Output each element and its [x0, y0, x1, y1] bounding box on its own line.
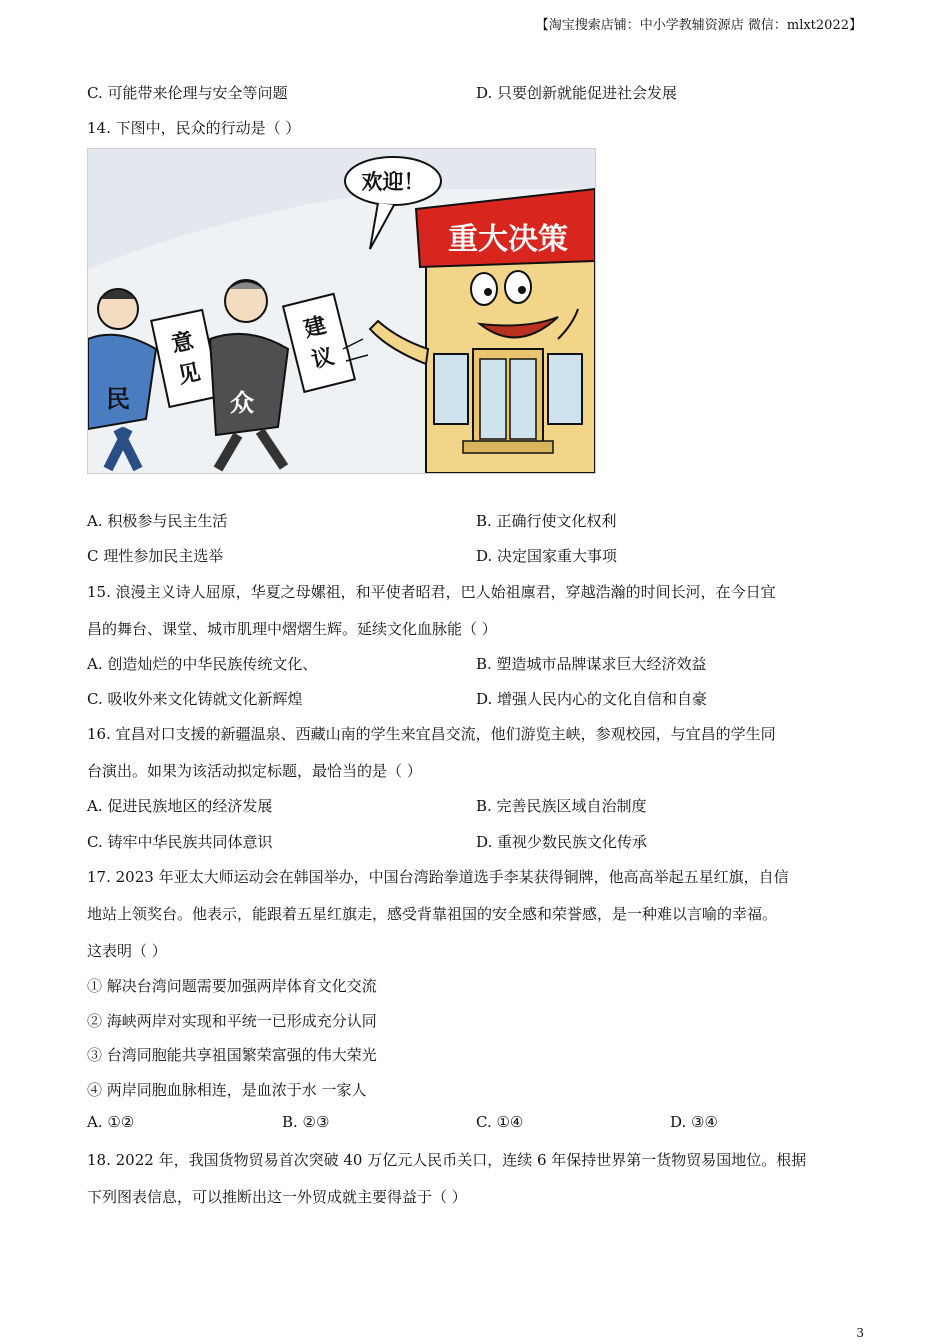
q16-option-a[interactable]: A. 促进民族地区的经济发展	[87, 797, 273, 815]
person-left-char: 民	[106, 385, 130, 413]
q15-option-d[interactable]: D. 增强人民内心的文化自信和自豪	[476, 690, 708, 708]
q14-stem: 14. 下图中，民众的行动是（ ）	[87, 119, 301, 137]
paper-left-line1: 意	[169, 328, 196, 358]
q17-stem-line1: 17. 2023 年亚太大师运动会在韩国举办，中国台湾跆拳道选手李某获得铜牌，他高高举起五星红旗，自信	[87, 868, 789, 886]
q13-option-d[interactable]: D. 只要创新就能促进社会发展	[476, 84, 678, 102]
q14-option-a[interactable]: A. 积极参与民主生活	[87, 512, 228, 530]
q17-option-a[interactable]: A. ①②	[87, 1113, 135, 1131]
q18-stem-line2: 下列图表信息，可以推断出这一外贸成就主要得益于（ ）	[87, 1188, 467, 1206]
paper-right-line2: 议	[309, 344, 337, 374]
q15-option-a[interactable]: A. 创造灿烂的中华民族传统文化、	[87, 655, 318, 673]
q17-statement-4: ④ 两岸同胞血脉相连，是血浓于水 一家人	[87, 1081, 367, 1099]
person-right-char: 众	[230, 389, 254, 417]
q14-option-b[interactable]: B. 正确行使文化权利	[476, 512, 617, 530]
q17-stem-line3: 这表明（ ）	[87, 942, 167, 960]
q14-option-c[interactable]: C 理性参加民主选举	[87, 547, 224, 565]
page-number: 3	[856, 1326, 864, 1340]
q16-option-d[interactable]: D. 重视少数民族文化传承	[476, 833, 648, 851]
q16-option-c[interactable]: C. 铸牢中华民族共同体意识	[87, 833, 273, 851]
q15-stem-line1: 15. 浪漫主义诗人屈原，华夏之母嫘祖，和平使者昭君，巴人始祖廪君，穿越浩瀚的时间长河，在今日宜	[87, 583, 776, 601]
q17-option-c[interactable]: C. ①④	[476, 1113, 524, 1131]
q16-option-b[interactable]: B. 完善民族区域自治制度	[476, 797, 647, 815]
q13-option-c[interactable]: C. 可能带来伦理与安全等问题	[87, 84, 288, 102]
q15-stem-line2: 昌的舞台、课堂、城市肌理中熠熠生辉。延续文化血脉能（ ）	[87, 620, 497, 638]
q14-option-d[interactable]: D. 决定国家重大事项	[476, 547, 618, 565]
page-header: 【淘宝搜索店铺：中小学教辅资源店 微信：mlxt2022】	[535, 18, 862, 33]
paper-left-line2: 见	[175, 360, 203, 390]
q15-option-c[interactable]: C. 吸收外来文化铸就文化新辉煌	[87, 690, 303, 708]
sign-text: 重大决策	[448, 222, 568, 257]
q17-statement-3: ③ 台湾同胞能共享祖国繁荣富强的伟大荣光	[87, 1046, 377, 1064]
q18-stem-line1: 18. 2022 年，我国货物贸易首次突破 40 万亿元人民币关口，连续 6 年保持世界第一货物贸易国地位。根据	[87, 1151, 807, 1169]
q15-option-b[interactable]: B. 塑造城市品牌谋求巨大经济效益	[476, 655, 707, 673]
q17-statement-2: ② 海峡两岸对实现和平统一已形成充分认同	[87, 1012, 377, 1030]
q17-stem-line2: 地站上领奖台。他表示，能跟着五星红旗走，感受背靠祖国的安全感和荣誉感，是一种难以言喻的幸福。	[87, 905, 778, 923]
paper-right-line1: 建	[301, 313, 329, 343]
q17-option-b[interactable]: B. ②③	[282, 1113, 330, 1131]
q16-stem-line2: 台演出。如果为该活动拟定标题，最恰当的是（ ）	[87, 762, 422, 780]
q14-cartoon	[87, 148, 596, 474]
q17-statement-1: ① 解决台湾问题需要加强两岸体育文化交流	[87, 977, 377, 995]
bubble-text: 欢迎！	[361, 170, 425, 194]
q17-option-d[interactable]: D. ③④	[670, 1113, 718, 1131]
q16-stem-line1: 16. 宜昌对口支援的新疆温泉、西藏山南的学生来宜昌交流，他们游览主峡，参观校园，与宜昌的学生同	[87, 725, 776, 743]
